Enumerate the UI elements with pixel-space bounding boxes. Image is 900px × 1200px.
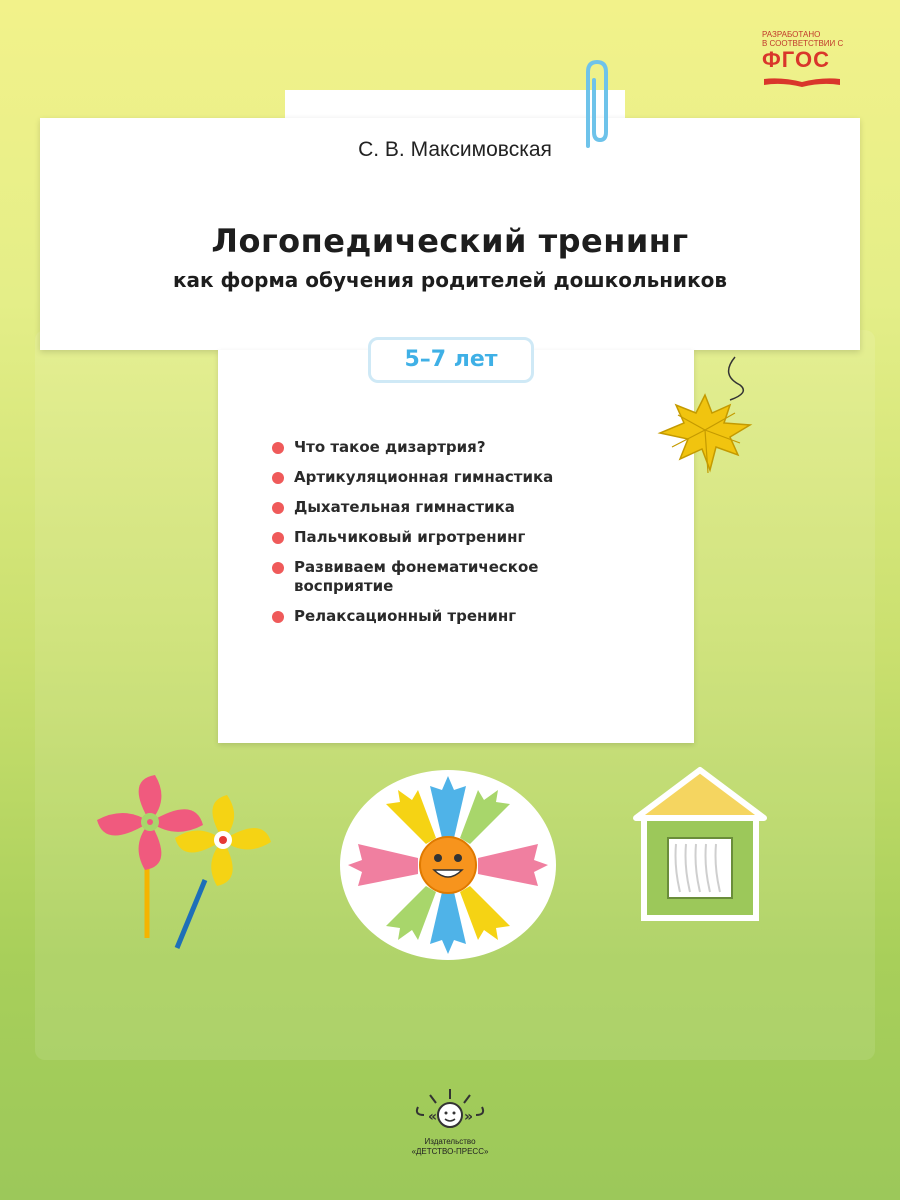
bullet-icon xyxy=(272,472,284,484)
author-name: С. В. Максимовская xyxy=(358,138,552,161)
topic-label: Артикуляционная гимнастика xyxy=(294,468,554,486)
svg-text:«: « xyxy=(428,1109,438,1125)
topic-label: Развиваем фонематическое восприятие xyxy=(294,558,539,595)
bullet-icon xyxy=(272,442,284,454)
publisher-logo xyxy=(385,1085,515,1175)
pinwheels-illustration xyxy=(95,770,295,955)
publisher-line-1: Издательство xyxy=(424,1137,476,1146)
bullet-icon xyxy=(272,611,284,623)
topic-label: Дыхательная гимнастика xyxy=(294,498,515,516)
bullet-icon xyxy=(272,562,284,574)
publisher-emblem-icon xyxy=(410,1085,490,1133)
paperclip-icon xyxy=(570,58,620,153)
topic-label: Что такое дизартрия? xyxy=(294,438,486,456)
book-subtitle: как форма обучения родителей дошкольников xyxy=(172,268,728,292)
bullet-icon xyxy=(272,532,284,544)
topic-item xyxy=(272,528,672,547)
maple-leaf-icon xyxy=(650,355,760,485)
house-illustration xyxy=(630,762,770,927)
svg-text:»: » xyxy=(464,1109,474,1125)
topic-label: Релаксационный тренинг xyxy=(294,607,517,625)
topic-label: Пальчиковый игротренинг xyxy=(294,528,526,546)
age-badge: 5–7 лет xyxy=(368,337,534,383)
topic-item xyxy=(272,607,672,626)
fgos-mark: ФГОС xyxy=(762,47,830,72)
topics-list xyxy=(272,438,672,637)
fgos-line-1: РАЗРАБОТАНО xyxy=(762,30,821,39)
topic-item xyxy=(272,498,672,517)
topic-item xyxy=(272,558,634,596)
bullet-icon xyxy=(272,502,284,514)
topic-item xyxy=(272,468,672,487)
sun-hands-illustration xyxy=(338,768,558,963)
fgos-badge xyxy=(762,30,852,90)
publisher-line-2: «ДЕТСТВО-ПРЕСС» xyxy=(411,1147,489,1156)
book-title: Логопедический тренинг xyxy=(211,222,689,260)
fgos-line-2: В СООТВЕТСТВИИ С xyxy=(762,39,844,48)
book-icon xyxy=(762,77,842,87)
topic-item xyxy=(272,438,672,457)
